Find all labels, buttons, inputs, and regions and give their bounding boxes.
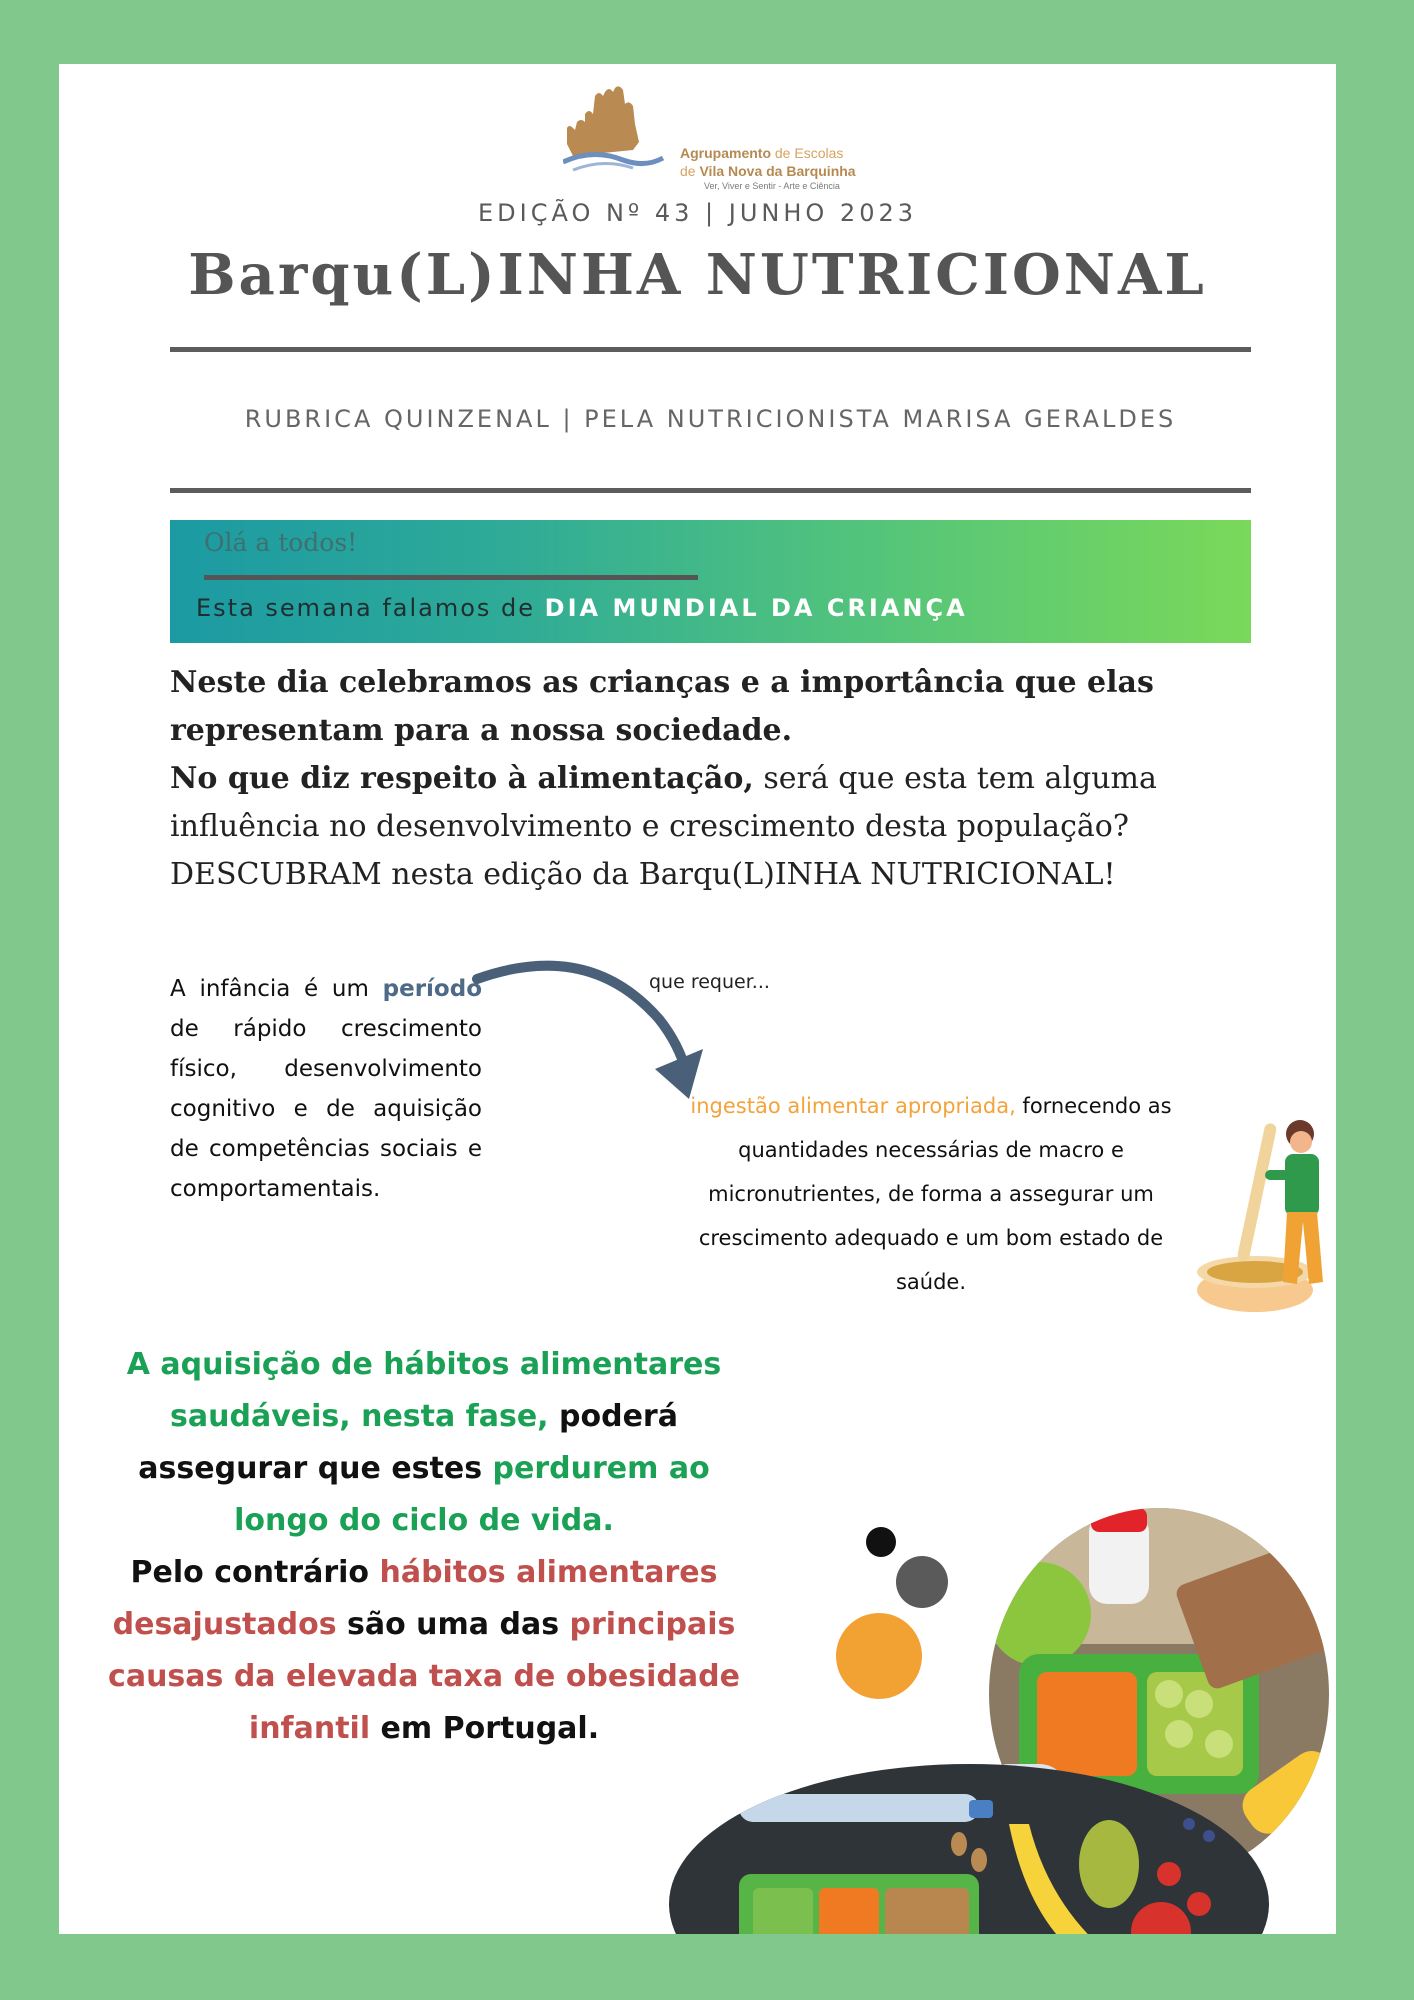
edition-label: EDIÇÃO Nº 43 | JUNHO 2023 [477,199,917,227]
divider-top [170,347,1251,352]
logo-line-1: Agrupamento de Escolas [680,145,844,161]
intro-paragraph-3: DESCUBRAM nesta edição da Barqu(L)INHA NUTRICIONAL! [170,857,1116,892]
newsletter-title: Barqu(L)INHA NUTRICIONAL [188,242,1207,308]
weekly-topic: Esta semana falamos de DIA MUNDIAL DA CRIANÇA [196,594,968,622]
topic-highlight: DIA MUNDIAL DA CRIANÇA [544,594,968,622]
intro-text [170,659,1251,899]
infancy-paragraph: A infância é um período de rápido crescimento físico, desenvolvimento cognitivo e de aquisição de competências sociais e comportamentais. [170,976,482,1202]
school-logo [563,84,883,191]
greeting: Olá a todos! [204,528,358,557]
logo-line-2: de Vila Nova da Barquinha [680,163,856,179]
ingestion-highlight: ingestão alimentar apropriada, [690,1094,1016,1118]
arrow-label: que requer... [649,971,770,993]
habits-paragraph-positive: A aquisição de hábitos alimentares saudáveis, nesta fase, poderá assegurar que estes perdurem ao longo do ciclo de vida. [126,1347,722,1538]
ingestion-paragraph: ingestão alimentar apropriada, fornecendo as quantidades necessárias de macro e micronutrientes, de forma a assegurar um crescimento adequado e um bom estado de saúde. [690,1094,1172,1294]
snacks-photo [669,1764,1269,1934]
periodo-highlight: período [382,976,482,1002]
newsletter-page [59,64,1336,1934]
child-cooking-illustration [1193,1112,1336,1312]
rubrica-label: RUBRICA QUINZENAL | PELA NUTRICIONISTA MARISA GERALDES [244,405,1177,433]
intro-paragraph-2: No que diz respeito à alimentação, será que esta tem alguma influência no desenvolvimento e crescimento desta população? [170,761,1157,844]
logo-text [680,144,856,192]
logo-tagline: Ver, Viver e Sentir - Arte e Ciência [704,181,840,191]
habits-paragraph-negative: Pelo contrário hábitos alimentares desajustados são uma das principais causas da elevada taxa de obesidade infantil em Portugal. [108,1555,740,1746]
greeting-underline [204,575,698,580]
habits-text [99,1339,749,1755]
intro-paragraph-1: Neste dia celebramos as crianças e a importância que elas representam para a nossa sociedade. [170,665,1154,748]
topic-banner [170,520,1251,643]
school-logo-icon [563,84,673,184]
divider-bottom [170,488,1251,493]
